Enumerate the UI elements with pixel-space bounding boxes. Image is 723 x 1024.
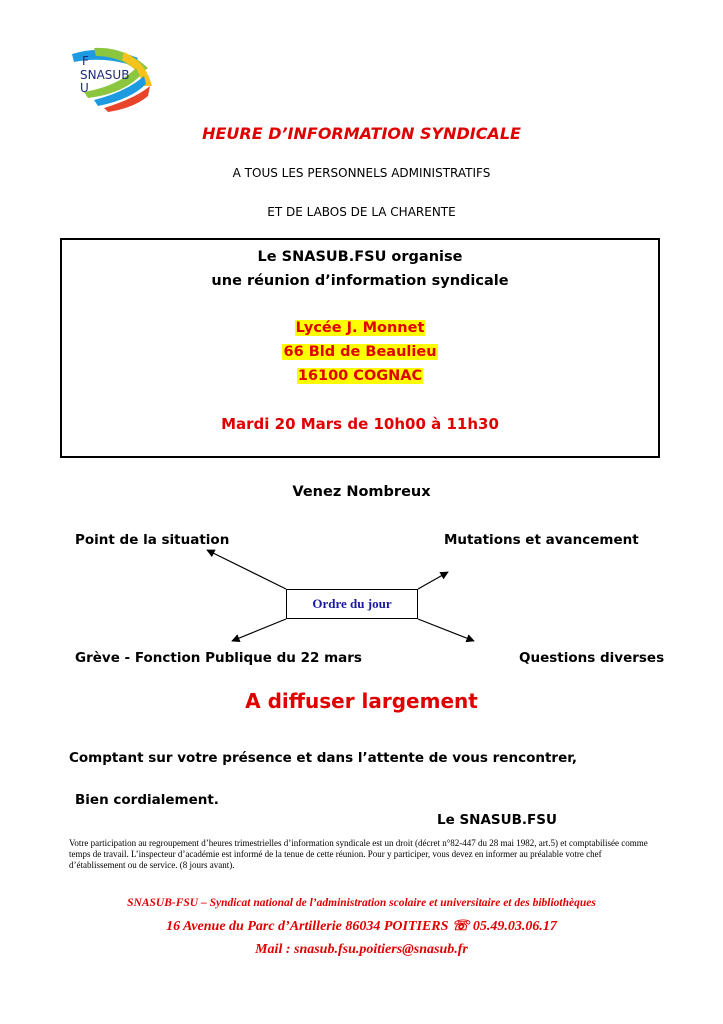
- venue-address: 66 Bld de Beaulieu: [283, 344, 437, 360]
- logo-letter-snasub: SNASUB: [80, 68, 130, 82]
- agenda-item-greve: Grève - Fonction Publique du 22 mars: [75, 650, 362, 666]
- audience-line-1: A TOUS LES PERSONNELS ADMINISTRATIFS: [232, 166, 491, 180]
- legal-notice: Votre participation au regroupement d’heures trimestrielles d’information syndicale est un droit (décret n°82-447 du 28 mai 1982, art.5) et comptabilisée comme temps de travail. L’inspecteur d’académie est informé de la tenue de cette réunion. Pour y participer, vous devez en informer au préalable votre chef d’établissement ou de service. (8 jours avant).: [69, 838, 648, 870]
- logo-letter-u: U: [80, 81, 89, 95]
- arrow-to-situation: [207, 550, 286, 589]
- audience-line-2: ET DE LABOS DE LA CHARENTE: [267, 205, 456, 219]
- meeting-info-box: [60, 238, 660, 458]
- subject-line: une réunion d’information syndicale: [211, 273, 509, 289]
- arrow-to-greve: [232, 619, 286, 641]
- meeting-date: Mardi 20 Mars de 10h00 à 11h30: [221, 415, 499, 433]
- agenda-item-questions: Questions diverses: [519, 650, 665, 666]
- venue-city: 16100 COGNAC: [297, 368, 423, 384]
- page-title: HEURE D’INFORMATION SYNDICALE: [202, 124, 521, 143]
- organiser-line: Le SNASUB.FSU organise: [257, 249, 463, 265]
- venez-nombreux-text: Venez Nombreux: [292, 484, 431, 500]
- arrow-to-mutations: [418, 572, 448, 589]
- diffuser-largement-text: A diffuser largement: [245, 689, 478, 713]
- logo-letter-f: F: [82, 54, 89, 68]
- ordre-du-jour-label: Ordre du jour: [312, 596, 392, 611]
- venue-name: Lycée J. Monnet: [295, 320, 425, 336]
- footer-address: 16 Avenue du Parc d’Artillerie 86034 POITIERS ☏ 05.49.03.06.17: [166, 919, 557, 934]
- venue-line: [62, 320, 658, 336]
- city-line: [62, 368, 658, 384]
- footer-mail: Mail : snasub.fsu.poitiers@snasub.fr: [255, 942, 468, 957]
- closing-comptant: Comptant sur votre présence et dans l’attente de vous rencontrer,: [69, 750, 578, 766]
- snasub-fsu-logo: [64, 46, 156, 112]
- agenda-item-situation: Point de la situation: [75, 532, 230, 548]
- footer-organisation: SNASUB-FSU – Syndicat national de l’administration scolaire et universitaire et des bibliothèques: [127, 897, 596, 909]
- signature: Le SNASUB.FSU: [437, 812, 557, 828]
- arrow-to-questions: [418, 619, 474, 641]
- closing-cordialement: Bien cordialement.: [75, 792, 219, 808]
- agenda-item-mutations: Mutations et avancement: [444, 532, 639, 548]
- address-line: [62, 344, 658, 360]
- ordre-du-jour-box: [286, 589, 418, 619]
